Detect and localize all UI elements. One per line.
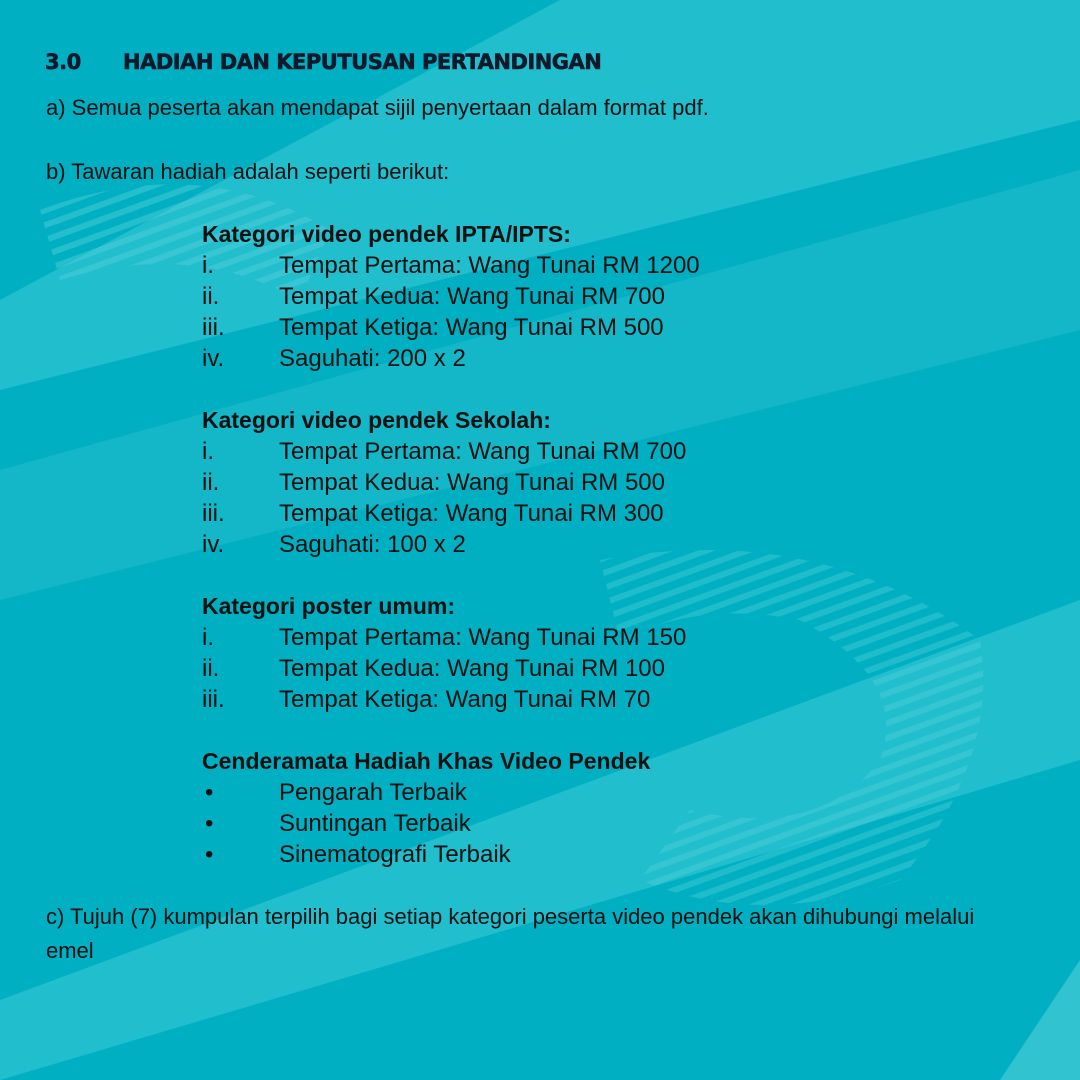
list-text: Tempat Kedua: Wang Tunai RM 700	[279, 283, 665, 310]
list-item	[202, 839, 902, 870]
list-item	[202, 281, 902, 312]
section-heading	[45, 50, 601, 74]
list-item	[202, 436, 902, 467]
bullet-icon: •	[205, 810, 214, 837]
list-item	[202, 684, 902, 715]
list-text: Sinematografi Terbaik	[279, 841, 511, 868]
list-marker: ii.	[202, 655, 220, 682]
category-cenderamata-hadiah-khas	[202, 746, 902, 870]
category-title: Kategori video pendek Sekolah:	[202, 407, 551, 433]
list-item	[202, 653, 902, 684]
list-marker: iv.	[202, 531, 225, 558]
category-poster-umum	[202, 591, 902, 715]
bullet-icon: •	[205, 841, 214, 868]
list-item	[202, 250, 902, 281]
list-marker: ii.	[202, 283, 220, 310]
list-marker: i.	[202, 624, 214, 651]
category-video-sekolah	[202, 405, 902, 560]
category-title: Kategori poster umum:	[202, 593, 456, 619]
list-marker: iii.	[202, 314, 225, 341]
paragraph-a: a) Semua peserta akan mendapat sijil penyertaan dalam format pdf.	[46, 95, 709, 120]
list-text: Pengarah Terbaik	[279, 779, 467, 806]
list-item	[202, 622, 902, 653]
list-text: Tempat Ketiga: Wang Tunai RM 500	[279, 314, 664, 341]
list-text: Saguhati: 200 x 2	[279, 345, 466, 372]
bullet-icon: •	[205, 779, 214, 806]
list-marker: iii.	[202, 500, 225, 527]
category-title: Cenderamata Hadiah Khas Video Pendek	[202, 748, 651, 774]
list-text: Suntingan Terbaik	[279, 810, 471, 837]
paragraph-b: b) Tawaran hadiah adalah seperti berikut:	[46, 159, 450, 184]
category-video-ipta-ipts	[202, 219, 902, 374]
section-title: HADIAH DAN KEPUTUSAN PERTANDINGAN	[123, 50, 602, 74]
paragraph-c: c) Tujuh (7) kumpulan terpilih bagi setiap kategori peserta video pendek akan dihubungi melalui emel	[46, 904, 975, 963]
list-marker: i.	[202, 252, 214, 279]
prize-list	[202, 622, 902, 715]
list-item	[202, 467, 902, 498]
prize-list	[202, 250, 902, 374]
list-item	[202, 777, 902, 808]
category-title: Kategori video pendek IPTA/IPTS:	[202, 221, 571, 247]
award-list	[202, 777, 902, 870]
list-item	[202, 343, 902, 374]
list-item	[202, 498, 902, 529]
list-text: Saguhati: 100 x 2	[279, 531, 466, 558]
list-marker: i.	[202, 438, 214, 465]
prize-list	[202, 436, 902, 560]
list-item	[202, 312, 902, 343]
list-text: Tempat Pertama: Wang Tunai RM 1200	[279, 252, 700, 279]
list-item	[202, 808, 902, 839]
list-text: Tempat Ketiga: Wang Tunai RM 70	[279, 686, 651, 713]
list-marker: ii.	[202, 469, 220, 496]
section-number: 3.0	[45, 50, 81, 74]
list-marker: iv.	[202, 345, 225, 372]
list-text: Tempat Ketiga: Wang Tunai RM 300	[279, 500, 664, 527]
list-text: Tempat Pertama: Wang Tunai RM 700	[279, 438, 687, 465]
list-marker: iii.	[202, 686, 225, 713]
list-item	[202, 529, 902, 560]
list-text: Tempat Kedua: Wang Tunai RM 500	[279, 469, 665, 496]
list-text: Tempat Kedua: Wang Tunai RM 100	[279, 655, 665, 682]
list-text: Tempat Pertama: Wang Tunai RM 150	[279, 624, 687, 651]
